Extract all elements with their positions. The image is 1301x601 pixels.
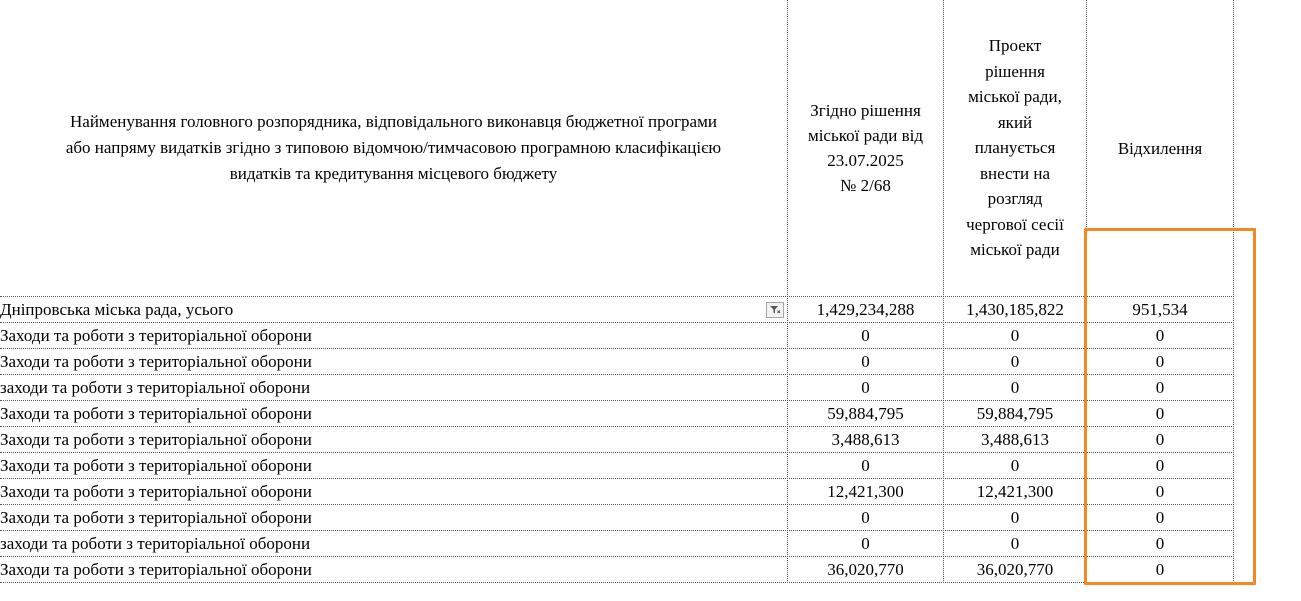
header-name-line: або напряму видатків згідно з типовою відомчою/тимчасовою програмною класифікацією [65, 138, 722, 157]
header-name-text [66, 109, 721, 187]
cell-project[interactable]: 36,020,770 [976, 560, 1054, 579]
cell-name[interactable]: Заходи та роботи з територіальної оборони [0, 482, 312, 501]
header-name-line: Найменування головного розпорядника, відповідального виконавця бюджетної програми [70, 112, 717, 131]
table-row [0, 505, 1234, 531]
cell-decision[interactable]: 0 [861, 508, 870, 527]
cell-decision[interactable]: 0 [861, 534, 870, 553]
header-line: 23.07.2025 [827, 151, 904, 170]
cell-project[interactable]: 59,884,795 [976, 404, 1054, 423]
cell-decision[interactable]: 12,421,300 [827, 482, 904, 501]
cell-deviation[interactable]: 0 [1155, 560, 1165, 579]
cell-decision[interactable]: 36,020,770 [827, 560, 904, 579]
header-name-line: видатків та кредитування місцевого бюджету [229, 164, 558, 183]
cell-name[interactable]: Заходи та роботи з територіальної оборони [0, 560, 312, 579]
header-line: Згідно рішення [810, 101, 921, 120]
cell-project[interactable]: 0 [1010, 378, 1020, 397]
cell-name[interactable]: Заходи та роботи з територіальної оборони [0, 456, 312, 475]
table-row [0, 453, 1234, 479]
table-row [0, 375, 1234, 401]
cell-name[interactable]: Заходи та роботи з територіальної оборони [0, 326, 312, 345]
cell-deviation[interactable]: 0 [1155, 430, 1165, 449]
cell-decision[interactable]: 3,488,613 [831, 430, 900, 449]
cell-project[interactable]: 0 [1010, 352, 1020, 371]
header-col-deviation[interactable] [1087, 0, 1233, 296]
header-col-decision-text [808, 98, 923, 198]
header-line: міської ради, [968, 87, 1062, 107]
cell-decision[interactable]: 0 [861, 352, 870, 371]
header-line: № 2/68 [840, 176, 891, 195]
filter-icon [769, 305, 781, 315]
header-line: чергової сесії [966, 214, 1064, 234]
table-row [0, 531, 1234, 557]
cell-project[interactable]: 12,421,300 [976, 482, 1054, 501]
header-col-project-text [966, 33, 1064, 263]
header-line: розгляд [987, 189, 1043, 209]
cell-decision[interactable]: 59,884,795 [827, 404, 904, 423]
filter-button[interactable] [766, 302, 784, 318]
cell-deviation[interactable]: 0 [1155, 378, 1165, 397]
cell-deviation[interactable]: 0 [1155, 482, 1165, 501]
header-line: рішення [985, 61, 1045, 81]
table-row [0, 401, 1234, 427]
cell-decision[interactable]: 0 [861, 456, 870, 475]
table-body [0, 297, 1234, 583]
cell-decision[interactable]: 0 [861, 378, 870, 397]
table-row [0, 323, 1234, 349]
table-row [0, 349, 1234, 375]
cell-decision[interactable]: 0 [861, 326, 870, 345]
header-line: міської ради [970, 240, 1060, 260]
cell-name[interactable]: заходи та роботи з територіальної оборони [0, 378, 311, 397]
cell-name[interactable]: заходи та роботи з територіальної оборони [0, 534, 311, 553]
cell-name[interactable]: Заходи та роботи з територіальної оборони [0, 508, 312, 527]
cell-project[interactable]: 0 [1010, 534, 1020, 553]
header-col-decision[interactable] [788, 0, 943, 296]
header-line: який [997, 112, 1033, 132]
cell-project[interactable]: 3,488,613 [981, 430, 1049, 449]
table-row [0, 427, 1234, 453]
cell-project[interactable]: 0 [1010, 456, 1020, 475]
cell-project[interactable]: 1,430,185,822 [966, 300, 1064, 319]
header-name-cell[interactable] [0, 0, 787, 296]
cell-project[interactable]: 0 [1010, 508, 1020, 527]
cell-deviation[interactable]: 0 [1155, 326, 1165, 345]
cell-name[interactable]: Дніпровська міська рада, усього [0, 300, 234, 319]
cell-project[interactable]: 0 [1010, 326, 1020, 345]
cell-deviation[interactable]: 951,534 [1132, 300, 1188, 319]
cell-deviation[interactable]: 0 [1155, 508, 1165, 527]
header-line: внести на [979, 163, 1051, 183]
cell-deviation[interactable]: 0 [1155, 352, 1165, 371]
cell-deviation[interactable]: 0 [1155, 456, 1165, 475]
table-row [0, 557, 1234, 583]
cell-deviation[interactable]: 0 [1155, 534, 1165, 553]
header-col-project[interactable] [944, 0, 1086, 296]
cell-name[interactable]: Заходи та роботи з територіальної оборони [0, 404, 312, 423]
header-col-deviation-text: Відхилення [1117, 138, 1203, 158]
header-line: планується [974, 138, 1056, 158]
table-row [0, 479, 1234, 505]
table-row-total [0, 297, 1234, 323]
header-line: Проект [988, 36, 1042, 56]
cell-deviation[interactable]: 0 [1155, 404, 1165, 423]
cell-decision[interactable]: 1,429,234,288 [816, 300, 915, 319]
header-line: міської ради від [807, 126, 924, 145]
cell-name[interactable]: Заходи та роботи з територіальної оборони [0, 352, 312, 371]
cell-name[interactable]: Заходи та роботи з територіальної оборони [0, 430, 312, 449]
